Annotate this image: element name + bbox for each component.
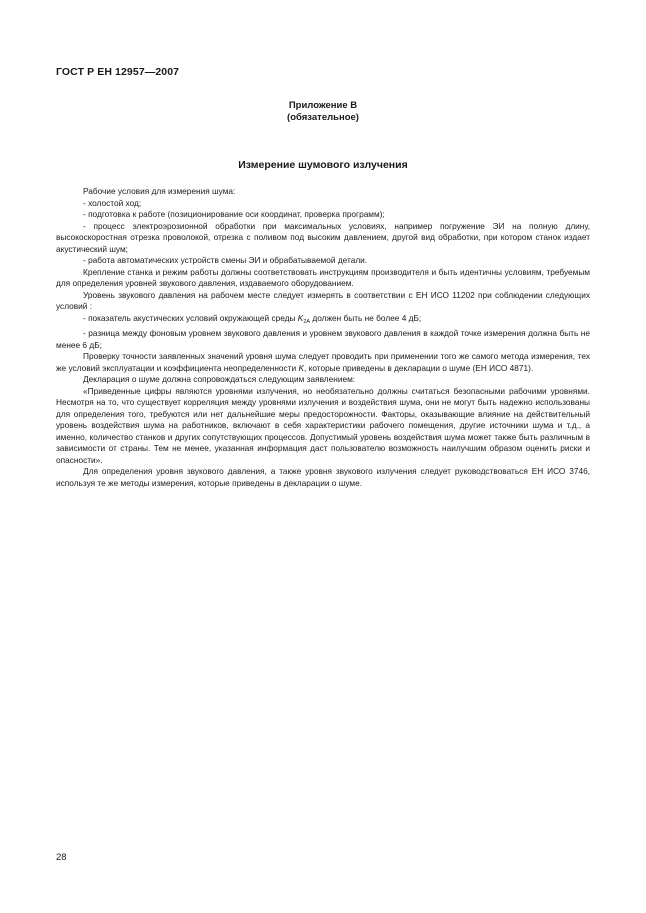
paragraph: Для определения уровня звукового давления, а также уровня звукового излучения следует руководствоваться ЕН ИСО 3746, используя те же методы измерения, которые приведены в декларации о шуме. (56, 466, 590, 488)
paragraph: Декларация о шуме должна сопровождаться следующим заявлением: (83, 374, 356, 384)
paragraph-text: Проверку точности заявленных значений уровня шума следует проводить при применении того же самого метода измерения, тех же условий эксплуатации и коэффициента неопределенности (56, 351, 590, 373)
appendix-status: (обязательное) (287, 112, 359, 123)
appendix-title: Приложение В (288, 100, 358, 111)
list-item: - процесс электроэрозионной обработки при максимальных условиях, например погружение ЭИ на полную длину, высокоскоростная отрезка проволокой, отрезка с поливом под высоким давлением, другой вид обработки, при котором станок издает акустический шум; (56, 220, 590, 254)
symbol-k: K (297, 312, 304, 323)
document-header: ГОСТ Р ЕН 12957—2007 (56, 66, 180, 78)
paragraph (56, 351, 590, 374)
paragraph: Крепление станка и режим работы должны соответствовать инструкциям производителя и быть идентичны условиям, требуемым для определения уровней звукового давления, издаваемого оборудованием. (56, 266, 590, 288)
paragraph: Рабочие условия для измерения шума: (83, 186, 236, 196)
paragraph: Уровень звукового давления на рабочем месте следует измерять в соответствии с ЕН ИСО 11202 при соблюдении следующих условий : (56, 289, 590, 311)
document-body (56, 186, 590, 489)
list-item-text: - показатель акустических условий окружающей среды (83, 312, 298, 323)
section-title: Измерение шумового излучения (238, 159, 408, 171)
appendix-heading (0, 100, 646, 124)
list-item: - разница между фоновым уровнем звукового давления и уровнем звукового давления в каждой точке измерения должна быть не менее 6 дБ; (56, 328, 590, 350)
list-item-text: должен быть не более 4 дБ; (310, 312, 422, 323)
symbol-k: K (298, 362, 304, 373)
list-item (56, 313, 590, 329)
symbol-subscript: 2A (303, 318, 311, 325)
quote-paragraph: «Приведенные цифры являются уровнями излучения, но необязательно должны считаться безопасными рабочими уровнями. Несмотря на то, что существует корреляция между уровнями излучения и воздействия шума, они не могут быть надежно использованы для определения того, требуются или нет дальнейшие меры предосторожности. Факторы, оказывающие влияние на действительный уровень воздействия шума на работников, включают в себя характеристики рабочего помещения, другие источники шума и т.д., а именно, количество станков и других сопутствующих процессов. Допустимый уровень воздействия шума может также быть различным в зависимости от страны. Тем не менее, указанная информация даст пользователю возможность наилучшим образом оценить риски и опасности». (56, 385, 590, 465)
list-item: - работа автоматических устройств смены ЭИ и обрабатываемой детали. (83, 255, 368, 265)
list-item: - холостой ход; (83, 197, 142, 208)
list-item: - подготовка к работе (позиционирование оси координат, проверка программ); (83, 209, 385, 219)
page-number: 28 (56, 852, 67, 863)
paragraph-text: , которые приведены в декларации о шуме (ЕН ИСО 4871). (303, 362, 534, 373)
